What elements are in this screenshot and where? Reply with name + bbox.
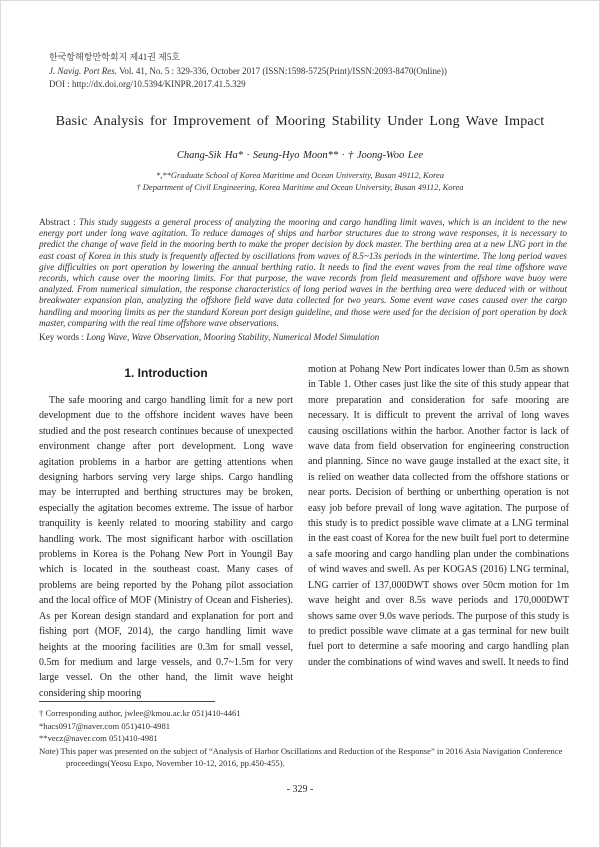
keywords-text: Long Wave, Wave Observation, Mooring Stability, Numerical Model Simulation <box>86 332 380 342</box>
introduction-text-right: motion at Pohang New Port indicates lower than 0.5m as shown in Table 1. Other cases just like the site of this study appear that more preparation and consideration for safe mooring are necessary. It is difficult to prevent the arrival of long waves causing oscillations within the harbor. Another factor is lack of wave data from field observation for engineering construction and planning. Since no wave gauge installed at the exact site, it is relied on weather data collected from the offshore stations or near ports. Decision of berthing or unberthing operation is not easy job before prevail of long wave agitation. The purpose of this study is to predict possible wave climate at a LNG terminal in the east coast of Korea for the new built fuel port to determine a safe mooring and cargo handling plan under the combinations of wind waves and swell. As per KOGAS (2016) LNG terminal, LNG carrier of 137,000DWT shows over 50cm motion for 1m wave height and over 8.5s wave periods and 170,000DWT shows same over 9.0s wave periods. The purpose of this study is to predict possible wave climate at a gas terminal for new built fuel port to determine a safe mooring and cargo handling plan under the combinations of wind waves and swell. It needs to find <box>308 364 569 668</box>
affiliations <box>41 170 559 193</box>
doi-line: DOI : http://dx.doi.org/10.5394/KINPR.2017.41.5.329 <box>49 79 246 89</box>
paper-title: Basic Analysis for Improvement of Mooring Stability Under Long Wave Impact <box>55 114 545 129</box>
journal-name-korean: 한국항해항만학회지 제41권 제5호 <box>49 52 181 62</box>
journal-citation-line <box>49 65 569 79</box>
footnote-author-email-1: *hacs0917@naver.com 051)410-4981 <box>39 720 171 731</box>
footnote-divider <box>39 701 215 702</box>
affiliation-civil-engineering: † Department of Civil Engineering, Korea Maritime and Ocean University, Busan 49112, Korea <box>136 181 464 192</box>
keywords-line <box>39 332 567 342</box>
abstract-paragraph <box>39 217 567 329</box>
page-number: - 329 - <box>286 784 314 795</box>
footnote-corresponding-author: † Corresponding author, jwlee@kmou.ac.kr 051)410-4461 <box>39 708 241 718</box>
left-column <box>39 359 293 701</box>
journal-masthead <box>49 51 569 92</box>
introduction-text-left: The safe mooring and cargo handling limit for a new port development due to the offshore incident waves have been studied and the post research continues because of unexpected environment change after port development. Long wave agitation problems in a harbor are getting attentions when designing harbors serving very large ships. Cargo handling may be interrupted and berthing structures may be broken, especially the agitation becomes extreme. The issue of harbor tranquility is keenly related to mooring stability and cargo handling work. The most significant harbor with oscillation problems in Korea is the Pohang New Port in Youngil Bay which is located in the southeast coast. Many cases of problems are being reported by the Pohang pilot association and the local office of MOF (Ministry of Ocean and Fisheries). As per Korean design standard and explanation for port and fishing port (MOF, 2014), the cargo handling limit wave heights at the mooring facilities are 0.3m for small vessel, 0.5m for medium and large vessels, and 0.7~1.5m for very large vessel. On the other hand, the limit wave height considering ship mooring <box>39 395 293 699</box>
section-heading-introduction: 1. Introduction <box>124 366 208 380</box>
keywords-label: Key words : <box>39 332 84 342</box>
body-columns <box>39 359 569 701</box>
footnotes-block <box>39 701 569 770</box>
affiliation-graduate-school: *,**Graduate School of Korea Maritime and Ocean University, Busan 49112, Korea <box>156 170 444 180</box>
abstract-label: Abstract : <box>39 217 76 227</box>
footnote-presentation-note: Note) This paper was presented on the subject of “Analysis of Harbor Oscillations and Reduction of the Response” in 2016 Asia Navigation Conference proceedings(Yeosu Expo, November 10-12, 2016, pp.450-455). <box>39 745 563 769</box>
journal-abbreviation: J. Navig. Port Res. <box>49 65 117 76</box>
journal-volume-issue: Vol. 41, No. 5 : 329-336, October 2017 (ISSN:1598-5725(Print)/ISSN:2093-8470(Online)) <box>119 65 447 76</box>
right-column <box>308 359 569 701</box>
footnote-author-email-2: **vecz@naver.com 051)410-4981 <box>39 733 158 744</box>
authors-line: Chang-Sik Ha* · Seung-Hyo Moon** · † Joong-Woo Lee <box>176 150 424 161</box>
abstract-text: This study suggests a general process of analyzing the mooring and cargo handling limit waves, which is an incident to the new energy port under long wave agitation. To reduce damages of ships and harbor structures due to strong wave responses, it is necessary to predict the change of wave field in the mooring berth to make the proper decision by dock master. The berthing area at a new LNG port in the east coast of Korea in this study is frequently affected by oscillations from waves of 8.5~13s periods in the wintertime. The long period waves give difficulties on port operation by lowering the annual berthing ratio. It needs to find the event waves from the real time offshore wave records, which cause over the mooring limits. For that purpose, the wave records from field measurement and offshore wave buoy were analyzed. From numerical simulation, the response characteristics of long period waves in the berthing area were deduced with or without breakwater expansion plan, analyzing the offshore field wave data collected for two years. Some event wave cases caused over the cargo handling and mooring limits as per the standard Korean port design guideline, and those were used for the decision of port operation by dock master, comparing with the real time offshore wave observations. <box>39 217 567 328</box>
